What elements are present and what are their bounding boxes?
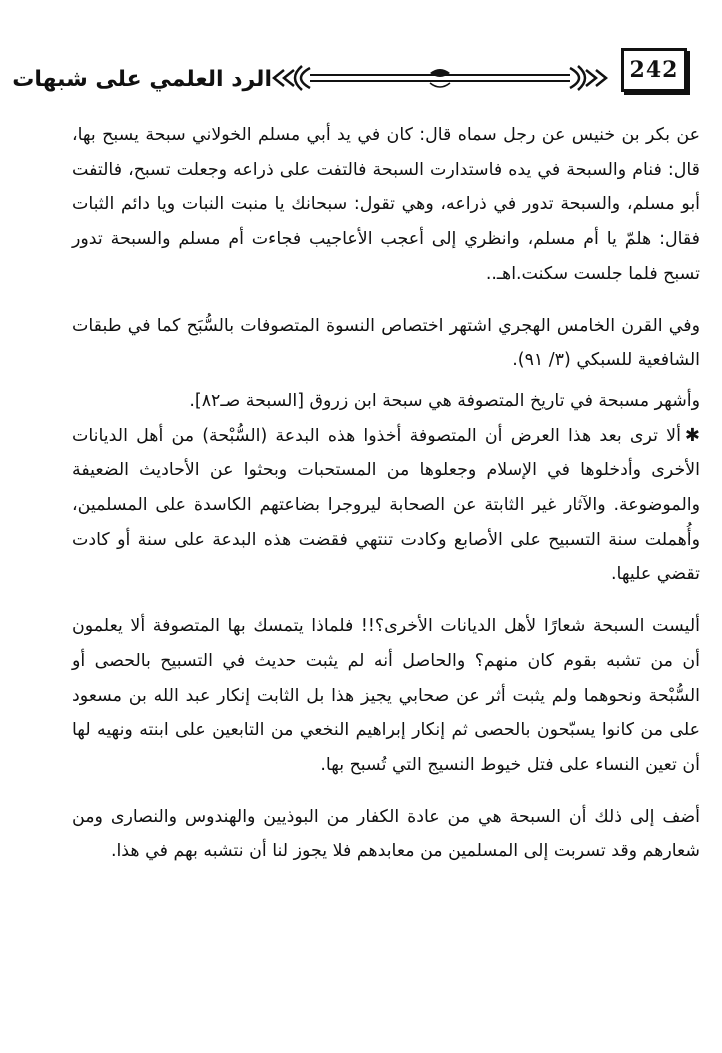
page-header	[0, 0, 722, 110]
paragraph-4	[72, 419, 700, 593]
page-body	[72, 118, 700, 869]
paragraph-2: وفي القرن الخامس الهجري اشتهر اختصاص النسوة المتصوفات بالسُّبَح كما في طبقات الشافعية للسبكي (٣/ ٩١).	[72, 315, 700, 371]
paragraph-1: عن بكر بن خنيس عن رجل سماه قال: كان في يد أبي مسلم الخولاني سبحة يسبح بها، قال: فنام والسبحة في يده فاستدارت السبحة فالتفت على ذراعه وجعلت تسبح، فالتفت أبو مسلم، والسبحة تدور في ذراعه، وهي تقول: سبحانك يا منبت النبات ويا دائم الثبات فقال: هلمّ يا أم مسلم، وانظري إلى أعجب الأعاجيب فجاءت أم مسلم والسبحة تدور تسبح فلما جلست سكنت.اهـ..	[72, 125, 700, 284]
paragraph-3: وأشهر مسبحة في تاريخ المتصوفة هي سبحة ابن زروق [السبحة صـ٨٢].	[189, 390, 700, 411]
star-bullet-icon: ✱	[684, 424, 700, 446]
page-number: 242	[629, 57, 679, 83]
paragraph-6: أضف إلى ذلك أن السبحة هي من عادة الكفار من البوذيين والهندوس والنصارى ومن شعارهم وقد تسربت إلى المسلمين من معابدهم فلا يجوز لنا أن نتشبه بهم في هذا.	[72, 806, 700, 862]
page-number-box	[621, 48, 687, 92]
paragraph-5: أليست السبحة شعارًا لأهل الديانات الأخرى؟!! فلماذا يتمسك بها المتصوفة ألا يعلمون أن من تشبه بقوم كان منهم؟ والحاصل أنه لم يثبت حديث في التسبيح بالحصى أو السُّبْحة ونحوهما ولم يثبت أثر عن صحابي يجيز هذا بل الثابت إنكار عبد الله بن مسعود على من كانوا يسبّحون بالحصى ثم إنكار إبراهيم النخعي من التابعين على ابنته ونهيه لها أن تعين النساء على فتل خيوط النسيج التي تُسبح بها.	[72, 616, 700, 775]
header-ornament	[270, 60, 616, 96]
book-title: الرد العلمي على شبهات	[12, 67, 272, 92]
paragraph-4-text: ألا ترى بعد هذا العرض أن المتصوفة أخذوا هذه البدعة (السُّبْحة) من أهل الديانات الأخرى وأدخلوها في الإسلام وجعلوها من المستحبات وبحثوا عن الأحاديث الضعيفة والموضوعة. والآثار غير الثابتة عن الصحابة ليروجرا بضاعتهم الكاسدة على المسلمين، وأُهملت سنة التسبيح على الأصابع وكادت تنتهي فقضت هذه البدعة على سنة أو كادت تقضي عليها.	[72, 425, 700, 585]
